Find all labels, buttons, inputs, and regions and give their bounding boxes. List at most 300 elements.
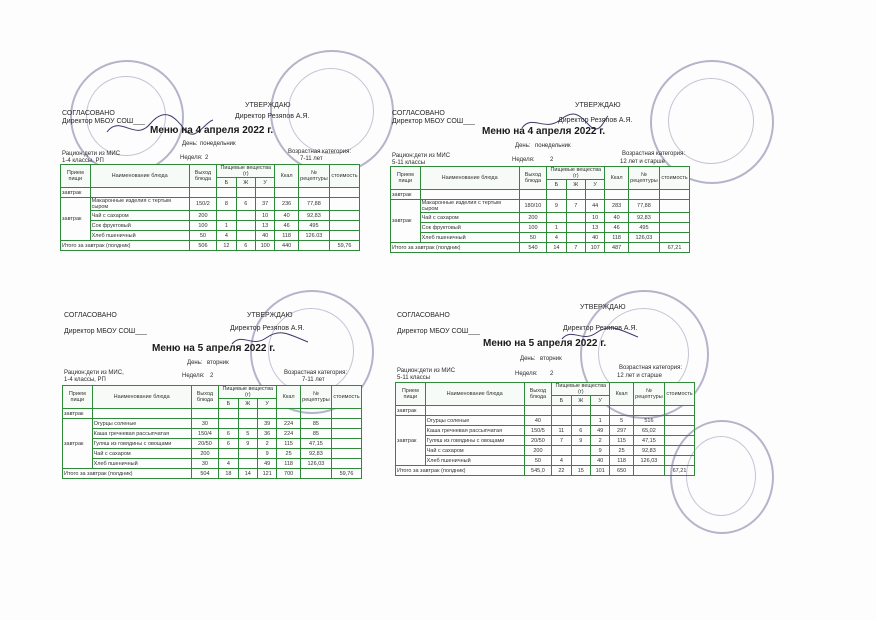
meal-row-label: завтрак (63, 409, 93, 419)
total-row (396, 466, 695, 476)
col-kcal: Ккал (605, 167, 628, 190)
dish-kcal: 224 (277, 429, 300, 439)
dish-name: Макаронные изделия с тертым сыром (420, 200, 519, 213)
day-label: День: (182, 141, 198, 147)
week-value: 2 (550, 371, 554, 377)
dish-name: Чай с сахаром (420, 213, 519, 223)
dish-name: Хлеб пшеничный (90, 231, 189, 241)
dish-recipe: 85 (300, 419, 331, 429)
menu-block (60, 102, 360, 290)
dish-recipe: 495 (298, 221, 329, 231)
total-kcal: 650 (610, 466, 633, 476)
dish-kcal: 115 (277, 439, 300, 449)
dish-cost (665, 446, 695, 456)
meal-row-label: завтрак (396, 406, 426, 416)
meal-row (396, 406, 695, 416)
dish-b: 4 (547, 233, 566, 243)
dish-out: 30 (191, 459, 219, 469)
dish-u: 2 (590, 436, 609, 446)
meal-row-label: завтрак (391, 190, 421, 200)
table-row (391, 200, 690, 213)
menu-table (60, 164, 360, 251)
dish-cost (332, 449, 362, 459)
dish-name: Чай с сахаром (92, 449, 191, 459)
table-row (391, 223, 690, 233)
table-row (63, 439, 362, 449)
dish-z (236, 231, 255, 241)
dish-u: 49 (590, 426, 609, 436)
dish-u: 49 (257, 459, 276, 469)
dish-name: Хлеб пшеничный (425, 456, 524, 466)
dish-u: 2 (257, 439, 276, 449)
dish-out: 50 (189, 231, 217, 241)
ration-label: Рацион:дети из МИС (397, 368, 456, 374)
col-meal: Прием пищи (61, 165, 91, 188)
dish-out: 20/50 (524, 436, 552, 446)
total-recipe (633, 466, 664, 476)
dish-cost (665, 436, 695, 446)
dish-cost (332, 429, 362, 439)
dish-recipe: 126.03 (298, 231, 329, 241)
day-label: День: (520, 356, 536, 362)
dish-out: 180/10 (519, 200, 547, 213)
menu-block (395, 304, 695, 522)
col-dish: Наименование блюда (90, 165, 189, 188)
menu-title: Меню на 5 апреля 2022 г. (152, 343, 276, 354)
dish-recipe: 77,88 (628, 200, 659, 213)
dish-b: 4 (217, 231, 236, 241)
dish-recipe: 495 (628, 223, 659, 233)
dish-u: 40 (585, 233, 604, 243)
age-value: 12 лет и старше (617, 373, 662, 379)
dish-kcal: 224 (277, 419, 300, 429)
dish-kcal: 297 (610, 426, 633, 436)
dish-cost (330, 231, 360, 241)
dish-out: 150/2 (189, 198, 217, 211)
dish-u: 36 (257, 429, 276, 439)
total-cost: 59,76 (332, 469, 362, 479)
total-recipe (628, 243, 659, 253)
director-right: Директор Резяпов А.Я. (235, 113, 310, 120)
dish-cost (660, 213, 690, 223)
week-label: Неделя: (515, 371, 538, 377)
age-value: 12 лет и старше (620, 159, 665, 165)
dish-b: 11 (552, 426, 571, 436)
day-value: вторник (540, 356, 562, 362)
total-b: 22 (552, 466, 571, 476)
total-kcal: 487 (605, 243, 628, 253)
dish-cost (332, 439, 362, 449)
total-label: Итого за завтрак (полдник) (396, 466, 525, 476)
dish-u: 10 (585, 213, 604, 223)
table-row (63, 419, 362, 429)
classes-label: 5-11 классы (392, 160, 426, 166)
dish-cost (330, 221, 360, 231)
table-row (63, 449, 362, 459)
dish-z (238, 419, 257, 429)
dish-kcal: 40 (275, 211, 298, 221)
dish-kcal: 236 (275, 198, 298, 211)
dish-z: 5 (238, 429, 257, 439)
col-dish: Наименование блюда (92, 386, 191, 409)
dish-recipe: 92,83 (300, 449, 331, 459)
week-value: 2 (210, 373, 214, 379)
total-b: 14 (547, 243, 566, 253)
age-label: Возрастная категория: (288, 149, 351, 155)
meal-label: завтрак (63, 419, 93, 469)
table-row (396, 446, 695, 456)
total-z: 6 (236, 241, 255, 251)
col-out: Выход блюда (191, 386, 219, 409)
dish-name: Сок фруктовый (90, 221, 189, 231)
dish-name: Огурцы соленые (92, 419, 191, 429)
dish-u: 9 (590, 446, 609, 456)
dish-out: 150/4 (191, 429, 219, 439)
total-u: 121 (257, 469, 276, 479)
approved-label: УТВЕРЖДАЮ (580, 304, 626, 311)
dish-u: 13 (585, 223, 604, 233)
col-nutrients: Пищевые вещества (г) (219, 386, 277, 399)
col-cost: стоимость (660, 167, 690, 190)
dish-recipe: 92,83 (628, 213, 659, 223)
meal-label: завтрак (396, 416, 426, 466)
dish-kcal: 118 (275, 231, 298, 241)
col-recipe: № рецептуры (633, 383, 664, 406)
week-label: Неделя: (182, 373, 205, 379)
day-label: День: (187, 360, 203, 366)
col-z: Ж (566, 180, 585, 190)
dish-recipe: 516 (633, 416, 664, 426)
total-u: 107 (585, 243, 604, 253)
dish-kcal: 283 (605, 200, 628, 213)
col-recipe: № рецептуры (300, 386, 331, 409)
classes-label: 5-11 классы (397, 375, 431, 381)
table-row (396, 416, 695, 426)
col-cost: стоимость (332, 386, 362, 409)
dish-name: Макаронные изделия с тертым сыром (90, 198, 189, 211)
dish-name: Сок фруктовый (420, 223, 519, 233)
total-row (63, 469, 362, 479)
dish-kcal: 40 (605, 213, 628, 223)
col-b: Б (552, 396, 571, 406)
col-u: У (255, 178, 274, 188)
col-meal: Прием пищи (396, 383, 426, 406)
dish-z (236, 211, 255, 221)
ration-label: Рацион:дети из МИС (62, 151, 121, 157)
meal-row-label: завтрак (61, 188, 91, 198)
col-out: Выход блюда (519, 167, 547, 190)
col-nutrients: Пищевые вещества (г) (217, 165, 275, 178)
age-label: Возрастная категория: (622, 151, 685, 157)
director-left: Директор МБОУ СОШ___ (397, 328, 480, 335)
dish-out: 200 (524, 446, 552, 456)
table-row (61, 198, 360, 211)
col-nutrients: Пищевые вещества (г) (552, 383, 610, 396)
dish-out: 50 (524, 456, 552, 466)
dish-kcal: 118 (605, 233, 628, 243)
dish-z (566, 233, 585, 243)
table-row (63, 459, 362, 469)
dish-u: 39 (257, 419, 276, 429)
approved-label: УТВЕРЖДАЮ (575, 102, 621, 109)
total-cost: 59,76 (330, 241, 360, 251)
agreed-label: СОГЛАСОВАНО (62, 110, 115, 117)
agreed-label: СОГЛАСОВАНО (64, 312, 117, 319)
approved-label: УТВЕРЖДАЮ (245, 102, 291, 109)
dish-recipe: 92,83 (633, 446, 664, 456)
col-z: Ж (236, 178, 255, 188)
dish-recipe: 85 (300, 429, 331, 439)
menu-block (62, 312, 362, 522)
col-meal: Прием пищи (391, 167, 421, 190)
agreed-label: СОГЛАСОВАНО (397, 312, 450, 319)
dish-out: 50 (519, 233, 547, 243)
total-out: 545,0 (524, 466, 552, 476)
dish-z (571, 456, 590, 466)
table-row (396, 436, 695, 446)
dish-kcal: 5 (610, 416, 633, 426)
col-recipe: № рецептуры (298, 165, 329, 188)
dish-b: 4 (552, 456, 571, 466)
dish-out: 100 (519, 223, 547, 233)
dish-name: Каша гречневая рассыпчатая (92, 429, 191, 439)
total-label: Итого за завтрак (полдник) (63, 469, 192, 479)
table-row (391, 213, 690, 223)
dish-out: 200 (191, 449, 219, 459)
col-kcal: Ккал (275, 165, 298, 188)
age-value: 7-11 лет (300, 156, 323, 162)
director-right: Директор Резяпов А.Я. (558, 117, 633, 124)
total-z: 7 (566, 243, 585, 253)
dish-kcal: 25 (610, 446, 633, 456)
dish-b (219, 419, 238, 429)
dish-b (552, 446, 571, 456)
day-value: вторник (207, 360, 229, 366)
week-label: Неделя: (180, 155, 203, 161)
total-z: 15 (571, 466, 590, 476)
director-left: Директор МБОУ СОШ___ (392, 118, 475, 125)
total-cost: 67,21 (660, 243, 690, 253)
dish-z (238, 459, 257, 469)
dish-b: 1 (217, 221, 236, 231)
dish-z (238, 449, 257, 459)
dish-recipe: 77,88 (298, 198, 329, 211)
week-value: 2 (550, 157, 554, 163)
dish-kcal: 115 (610, 436, 633, 446)
table-row (61, 221, 360, 231)
total-out: 504 (191, 469, 219, 479)
dish-u: 1 (590, 416, 609, 426)
director-right: Директор Резяпов А.Я. (230, 325, 305, 332)
dish-name: Хлеб пшеничный (420, 233, 519, 243)
dish-name: Гуляш из говядины с овощами (425, 436, 524, 446)
age-label: Возрастная категория: (619, 365, 682, 371)
age-value: 7-11 лет (302, 377, 325, 383)
total-label: Итого за завтрак (полдник) (391, 243, 520, 253)
total-b: 12 (217, 241, 236, 251)
dish-b: 9 (547, 200, 566, 213)
col-u: У (590, 396, 609, 406)
dish-b: 1 (547, 223, 566, 233)
dish-out: 20/50 (191, 439, 219, 449)
dish-z (236, 221, 255, 231)
table-row (61, 211, 360, 221)
dish-b: 6 (219, 429, 238, 439)
table-row (391, 233, 690, 243)
col-out: Выход блюда (189, 165, 217, 188)
meal-row (391, 190, 690, 200)
dish-cost (660, 200, 690, 213)
dish-kcal: 118 (610, 456, 633, 466)
total-u: 100 (255, 241, 274, 251)
dish-out: 150/5 (524, 426, 552, 436)
dish-b: 8 (217, 198, 236, 211)
dish-z (571, 416, 590, 426)
dish-recipe: 65,02 (633, 426, 664, 436)
dish-name: Чай с сахаром (90, 211, 189, 221)
dish-u: 9 (257, 449, 276, 459)
dish-out: 40 (524, 416, 552, 426)
total-cost: 67,21 (665, 466, 695, 476)
dish-name: Хлеб пшеничный (92, 459, 191, 469)
col-dish: Наименование блюда (420, 167, 519, 190)
col-recipe: № рецептуры (628, 167, 659, 190)
total-row (391, 243, 690, 253)
dish-cost (660, 223, 690, 233)
dish-z: 7 (566, 200, 585, 213)
director-left: Директор МБОУ СОШ___ (64, 328, 147, 335)
classes-label: 1-4 классы, РП (62, 158, 104, 164)
dish-recipe: 126,03 (628, 233, 659, 243)
table-row (61, 231, 360, 241)
dish-recipe: 47,15 (300, 439, 331, 449)
menu-table (390, 166, 690, 253)
dish-z: 6 (236, 198, 255, 211)
day-label: День: (515, 143, 531, 149)
dish-kcal: 46 (605, 223, 628, 233)
agreed-label: СОГЛАСОВАНО (392, 110, 445, 117)
day-value: понедельник (535, 143, 571, 149)
dish-cost (330, 211, 360, 221)
director-right: Директор Резяпов А.Я. (563, 325, 638, 332)
dish-recipe: 126,03 (300, 459, 331, 469)
total-recipe (298, 241, 329, 251)
dish-u: 13 (255, 221, 274, 231)
dish-u: 37 (255, 198, 274, 211)
dish-recipe: 47,15 (633, 436, 664, 446)
table-row (396, 426, 695, 436)
menu-title: Меню на 5 апреля 2022 г. (483, 338, 607, 349)
meal-label: завтрак (61, 198, 91, 241)
week-label: Неделя: (512, 157, 535, 163)
total-out: 506 (189, 241, 217, 251)
dish-b (547, 213, 566, 223)
dish-b: 7 (552, 436, 571, 446)
meal-label: завтрак (391, 200, 421, 243)
total-row (61, 241, 360, 251)
ration-label: Рацион:дети из МИС (392, 153, 451, 159)
dish-name: Гуляш из говядины с овощами (92, 439, 191, 449)
col-z: Ж (238, 399, 257, 409)
dish-b (217, 211, 236, 221)
total-out: 540 (519, 243, 547, 253)
col-kcal: Ккал (277, 386, 300, 409)
col-b: Б (547, 180, 566, 190)
dish-out: 200 (189, 211, 217, 221)
classes-label: 1-4 классы, РП (64, 377, 106, 383)
day-value: понедельник (200, 141, 236, 147)
dish-cost (665, 456, 695, 466)
col-kcal: Ккал (610, 383, 633, 406)
dish-z (566, 223, 585, 233)
menu-title: Меню на 4 апреля 2022 г. (150, 125, 274, 136)
table-row (396, 456, 695, 466)
col-nutrients: Пищевые вещества (г) (547, 167, 605, 180)
col-meal: Прием пищи (63, 386, 93, 409)
dish-u: 44 (585, 200, 604, 213)
week-value: 2 (205, 155, 209, 161)
dish-z: 9 (238, 439, 257, 449)
col-z: Ж (571, 396, 590, 406)
total-kcal: 440 (275, 241, 298, 251)
dish-name: Чай с сахаром (425, 446, 524, 456)
ration-label: Рацион:дети из МИС, (64, 370, 124, 376)
dish-kcal: 118 (277, 459, 300, 469)
dish-kcal: 46 (275, 221, 298, 231)
col-out: Выход блюда (524, 383, 552, 406)
menu-block (390, 102, 690, 290)
total-label: Итого за завтрак (полдник) (61, 241, 190, 251)
dish-recipe: 92,83 (298, 211, 329, 221)
col-cost: стоимость (330, 165, 360, 188)
dish-kcal: 25 (277, 449, 300, 459)
col-b: Б (217, 178, 236, 188)
dish-out: 200 (519, 213, 547, 223)
menu-table (395, 382, 695, 476)
dish-b (552, 416, 571, 426)
total-kcal: 700 (277, 469, 300, 479)
dish-out: 100 (189, 221, 217, 231)
approved-label: УТВЕРЖДАЮ (247, 312, 293, 319)
director-left: Директор МБОУ СОШ___ (62, 118, 145, 125)
total-u: 101 (590, 466, 609, 476)
dish-b: 4 (219, 459, 238, 469)
dish-name: Огурцы соленые (425, 416, 524, 426)
dish-z (571, 446, 590, 456)
dish-name: Каша гречневая рассыпчатая (425, 426, 524, 436)
menu-title: Меню на 4 апреля 2022 г. (482, 126, 606, 137)
dish-cost (665, 416, 695, 426)
dish-cost (660, 233, 690, 243)
col-u: У (257, 399, 276, 409)
dish-z (566, 213, 585, 223)
dish-recipe: 126,03 (633, 456, 664, 466)
col-u: У (585, 180, 604, 190)
dish-u: 40 (590, 456, 609, 466)
menu-table (62, 385, 362, 479)
col-cost: стоимость (665, 383, 695, 406)
dish-b: 6 (219, 439, 238, 449)
total-z: 14 (238, 469, 257, 479)
dish-out: 30 (191, 419, 219, 429)
total-b: 18 (219, 469, 238, 479)
col-dish: Наименование блюда (425, 383, 524, 406)
dish-cost (330, 198, 360, 211)
dish-u: 40 (255, 231, 274, 241)
age-label: Возрастная категория: (284, 370, 347, 376)
dish-cost (665, 426, 695, 436)
dish-z: 9 (571, 436, 590, 446)
